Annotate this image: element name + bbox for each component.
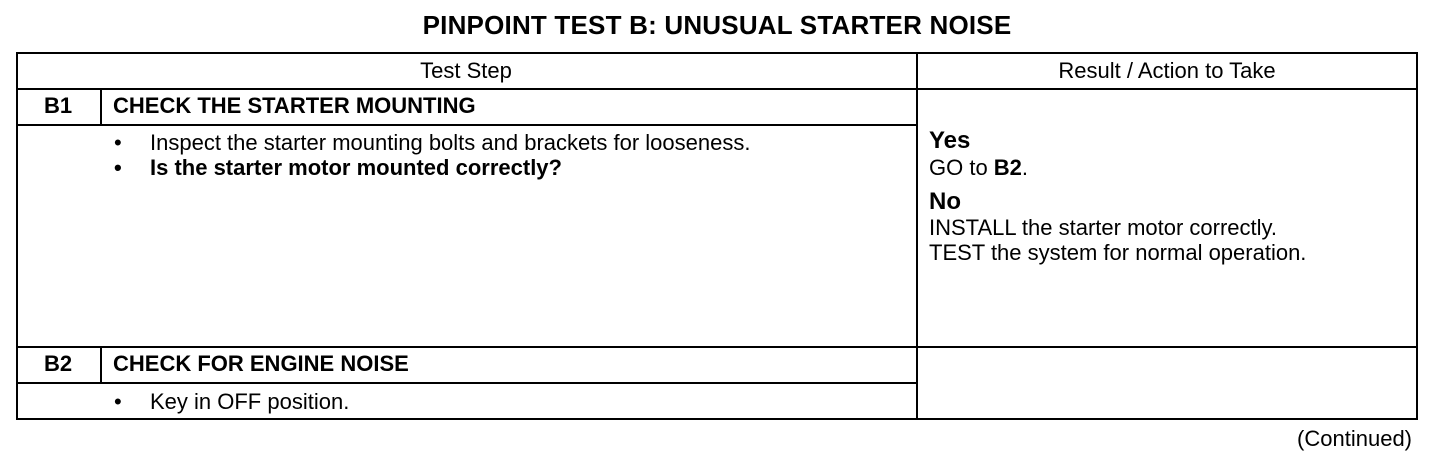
step-heading-b2: CHECK FOR ENGINE NOISE	[113, 351, 409, 376]
table-border-right	[1416, 52, 1418, 420]
bullet-glyph: •	[114, 155, 122, 180]
result-yes-suffix: .	[1021, 155, 1029, 180]
b2-heading-divider	[16, 382, 918, 384]
result-no-label: No	[929, 188, 961, 215]
b1-bullet-2-text: Is the starter motor mounted correctly?	[150, 155, 562, 180]
b1-bullet-2	[114, 155, 562, 181]
column-divider	[916, 52, 918, 420]
b1-bullet-1	[114, 130, 750, 156]
table-border-bottom	[16, 418, 1418, 420]
continued-label: (Continued)	[1297, 426, 1412, 451]
b2-bullet-1	[114, 389, 349, 415]
header-divider	[16, 88, 1418, 90]
header-result-action: Result / Action to Take	[1058, 58, 1276, 83]
result-no-line-2: TEST the system for normal operation.	[929, 240, 1307, 265]
header-test-step: Test Step	[420, 58, 512, 83]
table-border-top	[16, 52, 1418, 54]
result-no-line-1: INSTALL the starter motor correctly.	[929, 215, 1278, 240]
step-id-b2: B2	[43, 351, 73, 376]
result-yes-label: Yes	[929, 127, 971, 154]
step-id-b1: B1	[43, 93, 73, 118]
result-yes-target: B2	[993, 155, 1022, 180]
b1-bullet-1-text: Inspect the starter mounting bolts and brackets for looseness.	[150, 130, 751, 155]
b1-b2-divider	[16, 346, 1418, 348]
bullet-glyph: •	[114, 130, 122, 155]
b1-heading-divider	[16, 124, 918, 126]
b2-id-divider	[100, 346, 102, 384]
pinpoint-test-table	[16, 52, 1418, 420]
result-yes-action	[929, 155, 1028, 181]
b2-bullet-1-text: Key in OFF position.	[150, 389, 350, 414]
bullet-glyph: •	[114, 389, 122, 414]
b1-id-divider	[100, 88, 102, 126]
result-yes-prefix: GO to	[929, 155, 994, 180]
step-heading-b1: CHECK THE STARTER MOUNTING	[113, 93, 476, 118]
page-title: PINPOINT TEST B: UNUSUAL STARTER NOISE	[422, 10, 1012, 40]
